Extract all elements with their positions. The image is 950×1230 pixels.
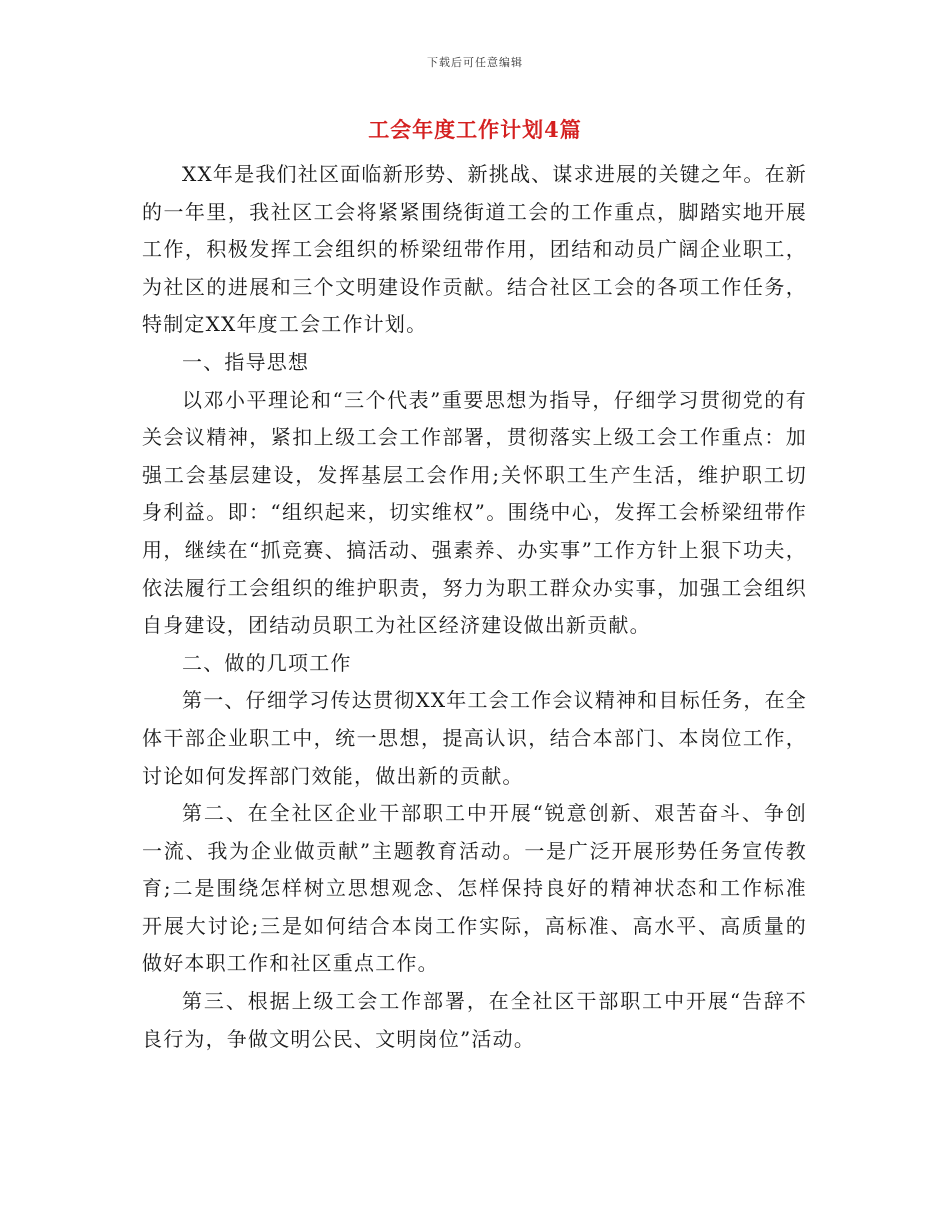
paragraph-item-third: 第三、根据上级工会工作部署，在全社区干部职工中开展“告辞不良行为，争做文明公民、文明岗位”活动。 — [142, 989, 807, 1051]
paragraph-intro: XX年是我们社区面临新形势、新挑战、谋求进展的关键之年。在新的一年里，我社区工会将紧紧围绕街道工会的工作重点，脚踏实地开展工作，积极发挥工会组织的桥梁纽带作用，团结和动员广阔企业职工，为社区的进展和三个文明建设作贡献。结合社区工会的各项工作任务，特制定XX年度工会工作计划。 — [142, 162, 807, 337]
section-heading-guiding-ideology: 一、指导思想 — [182, 349, 310, 374]
document-title: 工会年度工作计划4篇 — [368, 117, 582, 142]
header-note: 下载后可任意编辑 — [427, 56, 523, 69]
paragraph-guiding-ideology: 以邓小平理论和“三个代表”重要思想为指导，仔细学习贯彻党的有关会议精神，紧扣上级工会工作部署，贯彻落实上级工会工作重点：加强工会基层建设，发挥基层工会作用;关怀职工生产生活，维护职工切身利益。即：“组织起来，切实维权”。围绕中心，发挥工会桥梁纽带作用，继续在“抓竞赛、搞活动、强素养、办实事”工作方针上狠下功夫，依法履行工会组织的维护职责，努力为职工群众办实事，加强工会组织自身建设，团结动员职工为社区经济建设做出新贡献。 — [142, 387, 807, 638]
section-heading-work-items: 二、做的几项工作 — [182, 650, 352, 675]
paragraph-item-first: 第一、仔细学习传达贯彻XX年工会工作会议精神和目标任务，在全体干部企业职工中，统一思想，提高认识，结合本部门、本岗位工作，讨论如何发挥部门效能，做出新的贡献。 — [142, 688, 807, 788]
paragraph-item-second: 第二、在全社区企业干部职工中开展“锐意创新、艰苦奋斗、争创一流、我为企业做贡献”主题教育活动。一是广泛开展形势任务宣传教育;二是围绕怎样树立思想观念、怎样保持良好的精神状态和工作标准开展大讨论;三是如何结合本岗工作实际，高标准、高水平、高质量的做好本职工作和社区重点工作。 — [142, 801, 807, 976]
document-body — [142, 156, 807, 1058]
